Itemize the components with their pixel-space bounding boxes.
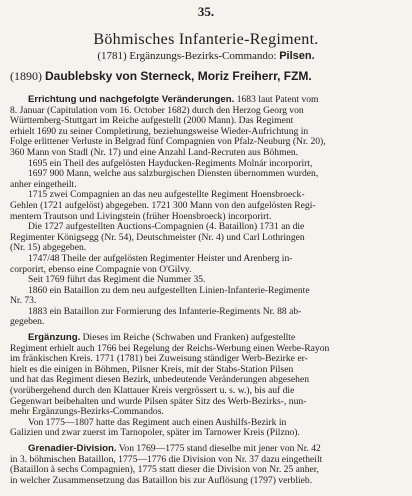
text-line: Ergänzung. Dieses im Reiche (Schwaben und Franken) aufgestellte [28, 333, 296, 344]
text-line: Gehlen (1721 aufgelöst) abgegeben. 1721 300 Mann von den aufgelösten Regi- [10, 200, 316, 211]
page-number: 35. [197, 4, 215, 19]
owner-year: (1890) [10, 69, 42, 83]
section-heading-errichtung: Errichtung und nachgefolgte Veränderungen. [28, 95, 235, 105]
text-line: in welcher Zusammensetzung das Bataillon bis zur Auflösung (1797) verblieb. [10, 475, 313, 486]
text-line: mentern Trautson und Livingstein (früher Hoensbroeck) incorporirt. [10, 211, 272, 222]
recruiting-district-line [0, 50, 412, 62]
text-line: 1883 ein Bataillon zur Formierung des Infanterie-Regiments Nr. 88 ab- [28, 306, 302, 317]
text-line: Grenadier-Division. Von 1769—1775 stand dieselbe mit jener von Nr. 42 [28, 444, 321, 454]
section-heading-ergaenzung: Ergänzung. [28, 333, 81, 344]
text-line: in 3. böhmischen Bataillon, 1775—1776 die Division von Nr. 37 dazu eingetheilt [10, 454, 323, 465]
text-line: im fränkischen Kreis. 1771 (1781) bei Zuweisung ständiger Werb-Bezirke er- [10, 354, 308, 365]
text-line: Errichtung und nachgefolgte Veränderungen. 1683 laut Patent vom [28, 95, 319, 105]
text-line: Württemberg-Stuttgart im Reiche aufgestellt (2000 Mann). Das Regiment [10, 116, 294, 127]
text-line: 1715 zwei Compagnien an das neu aufgestellte Regiment Hoensbroeck- [28, 190, 305, 201]
regiment-owner-line [10, 69, 405, 84]
text-line: (vorübergehend durch den Klattauer Kreis vergrössert u. s. w.), bis auf die [10, 386, 295, 397]
text-line: Galizien und zwar zuerst im Tarnopoler, später im Tarnower Kreis (Pilzno). [10, 428, 300, 439]
owner-name: Daublebsky von Sterneck, Moriz Freiherr, FZM. [45, 69, 312, 83]
text-line: Regiment erhielt auch 1766 bei Regelung der Reichs-Werbung einen Werbe-Rayon [10, 343, 330, 354]
text-line: 1695 ein Theil des aufgelösten Hayducken-Regiments Molnár incorporirt, [28, 158, 313, 169]
text-line: (Nr. 15) abgegeben. [10, 243, 87, 254]
text-line: gegeben. [10, 317, 45, 328]
text-line: Die 1727 aufgestellten Auctions-Compagnien (4. Bataillon) 1731 an die [28, 222, 305, 233]
text-line: Folge erlittener Verluste in Belgrad fünf Compagnien von Pfalz-Neuburg (Nr. 20), [10, 137, 326, 148]
text-line: 8. Januar (Capitulation vom 16. October 1682) durch den Herzog Georg von [10, 105, 304, 116]
text-line: anher eingetheilt. [10, 179, 77, 190]
section-heading-grenadier: Grenadier-Division. [28, 444, 117, 454]
text-line: Von 1775—1807 hatte das Regiment auch einen Aushilfs-Bezirk in [28, 417, 287, 428]
recruiting-district-city: Pilsen. [279, 50, 315, 62]
text-line: Nr. 73. [10, 296, 37, 307]
text-line: 1747/48 Theile der aufgelösten Regimenter Heister und Arenberg in- [28, 253, 293, 264]
text-line: 1697 900 Mann, welche aus salzburgischen Diensten übernommen wurden, [28, 169, 319, 180]
text-line: 1860 ein Bataillon zu dem neu aufgestellten Linien-Infanterie-Regimente [28, 285, 310, 296]
text-line: Regimenter Königsegg (Nr. 54), Deutschmeister (Nr. 4) und Carl Lothringen [10, 232, 305, 243]
text-line: Seit 1769 führt das Regiment die Nummer 35. [28, 275, 206, 286]
text-line: hielt es die einigen in Böhmen, Pilsner Kreis, mit der Stabs-Station Pilsen [10, 364, 294, 375]
recruiting-district-prefix: (1781) Ergänzungs-Bezirks-Commando: [97, 50, 280, 62]
text-line: und hat das Regiment diesen Bezirk, unbedeutende Veränderungen abgesehen [10, 375, 309, 386]
text-line: erhielt 1690 zu seiner Completirung, beziehungsweise Wieder-Aufrichtung in [10, 126, 309, 137]
text-line: corporirt, ebenso eine Compagnie von O'Gilvy. [10, 264, 192, 275]
text-line: 360 Mann von Stadl (Nr. 17) und eine Anzahl Land-Recruten aus Böhmen. [10, 147, 299, 158]
text-line: mehr Ergänzungs-Bezirks-Commandos. [10, 407, 164, 418]
text-line: (Bataillon à sechs Compagnien), 1775 statt dieser die Division von Nr. 25 anher, [10, 465, 319, 476]
text-line: Gegenwart beibehalten und wurde Pilsen später Sitz des Werb-Bezirks-, nun- [10, 396, 307, 407]
page-body [10, 95, 407, 486]
page-title: Böhmisches Infanterie-Regiment. [93, 31, 319, 48]
